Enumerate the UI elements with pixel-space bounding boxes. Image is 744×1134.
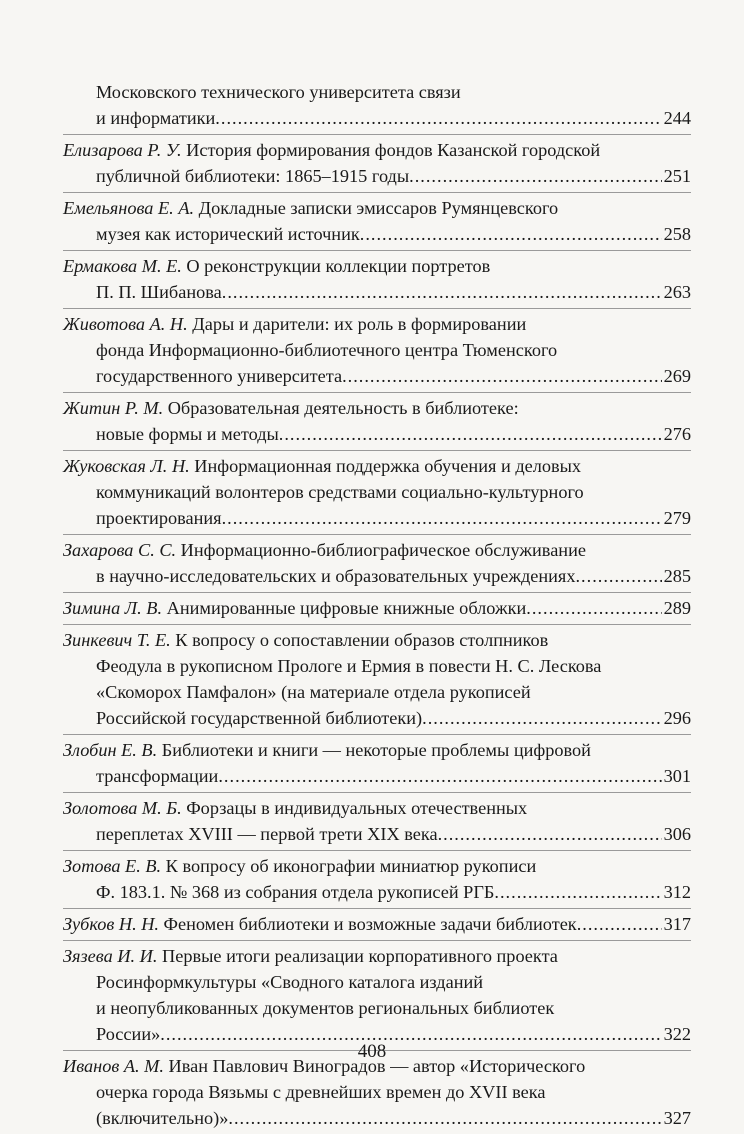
entry-title-line: в научно-исследовательских и образовательных учреждениях: [96, 566, 576, 586]
entry-author: Житин Р. М.: [63, 398, 164, 418]
entry-page-number: 258: [663, 224, 691, 244]
entry-page-number: 276: [663, 424, 691, 444]
entry-page-number: 312: [663, 882, 691, 902]
dot-leader: [215, 105, 661, 131]
entry-author: Ермакова М. Е.: [63, 256, 182, 276]
entry-title-line: музея как исторический источник: [96, 224, 360, 244]
entry-title-line: Феодула в рукописном Прологе и Ермия в повести Н. С. Лескова: [96, 656, 602, 676]
entry-author: Золотова М. Б.: [63, 798, 182, 818]
entry-title-line: очерка города Вязьмы с древнейших времен до XVII века: [96, 1082, 546, 1102]
entry-author: Зязева И. И.: [63, 946, 158, 966]
dot-leader: [218, 763, 661, 789]
toc-entry: [63, 735, 691, 793]
entry-title-line: Информационно-библиографическое обслуживание: [176, 540, 586, 560]
toc-entry: [63, 625, 691, 735]
toc-entry: [63, 309, 691, 393]
entry-title-line: (включительно)»: [96, 1108, 229, 1128]
entry-title-line: государственного университета: [96, 366, 343, 386]
dot-leader: [577, 911, 662, 937]
entry-author: Зотова Е. В.: [63, 856, 162, 876]
dot-leader: [409, 163, 661, 189]
dot-leader: [279, 421, 662, 447]
entry-title-line: Московского технического университета связи: [96, 82, 461, 102]
dot-leader: [422, 705, 661, 731]
entry-title-line: России»: [96, 1024, 161, 1044]
entry-title-line: и информатики: [96, 108, 216, 128]
entry-page-number: 306: [663, 824, 691, 844]
dot-leader: [342, 363, 662, 389]
entry-page-number: 301: [663, 766, 691, 786]
entry-title-line: Иван Павлович Виноградов — автор «Исторического: [163, 1056, 586, 1076]
toc-entry: [63, 535, 691, 593]
entry-title-line: История формирования фондов Казанской городской: [181, 140, 601, 160]
entry-title-line: Ф. 183.1. № 368 из собрания отдела рукописей РГБ: [96, 882, 495, 902]
entry-title-line: фонда Информационно-библиотечного центра Тюменского: [96, 340, 558, 360]
entry-page-number: 285: [663, 566, 691, 586]
entry-title-line: публичной библиотеки: 1865–1915 годы: [96, 166, 410, 186]
entry-title-line: Дары и дарители: их роль в формировании: [187, 314, 527, 334]
dot-leader: [360, 221, 662, 247]
entry-author: Иванов А. М.: [63, 1056, 164, 1076]
toc-entry: [63, 79, 691, 135]
toc-entry: [63, 851, 691, 909]
table-of-contents: [63, 79, 691, 1134]
entry-author: Злобин Е. В.: [63, 740, 158, 760]
entry-title-line: Анимированные цифровые книжные обложки: [162, 598, 527, 618]
entry-author: Захарова С. С.: [63, 540, 177, 560]
entry-page-number: 322: [663, 1024, 691, 1044]
dot-leader: [526, 595, 661, 621]
toc-entry: [63, 451, 691, 535]
dot-leader: [222, 505, 662, 531]
toc-entry: [63, 909, 691, 941]
entry-title-line: О реконструкции коллекции портретов: [181, 256, 491, 276]
entry-page-number: 279: [663, 508, 691, 528]
entry-page-number: 269: [663, 366, 691, 386]
entry-title-line: проектирования: [96, 508, 222, 528]
entry-title-line: Образовательная деятельность в библиотеке:: [163, 398, 519, 418]
entry-title-line: Информационная поддержка обучения и деловых: [189, 456, 582, 476]
entry-title-line: коммуникаций волонтеров средствами социально-культурного: [96, 482, 584, 502]
dot-leader: [494, 879, 661, 905]
entry-author: Животова А. Н.: [63, 314, 188, 334]
toc-entry: [63, 251, 691, 309]
entry-title-line: переплетах XVIII — первой трети XIX века: [96, 824, 438, 844]
dot-leader: [222, 279, 662, 305]
entry-title-line: Докладные записки эмиссаров Румянцевского: [194, 198, 559, 218]
entry-title-line: Первые итоги реализации корпоративного проекта: [157, 946, 558, 966]
entry-title-line: П. П. Шибанова: [96, 282, 222, 302]
dot-leader: [438, 821, 662, 847]
dot-leader: [228, 1105, 661, 1131]
entry-page-number: 289: [663, 598, 691, 618]
entry-title-line: и неопубликованных документов региональных библиотек: [96, 998, 555, 1018]
entry-author: Зимина Л. В.: [63, 598, 163, 618]
entry-title-line: Росинформкультуры «Сводного каталога изданий: [96, 972, 484, 992]
page-number: 408: [357, 1041, 387, 1062]
toc-entry: [63, 393, 691, 451]
toc-entry: [63, 193, 691, 251]
entry-title-line: Российской государственной библиотеки): [96, 708, 423, 728]
entry-title-line: Библиотеки и книги — некоторые проблемы цифровой: [157, 740, 591, 760]
entry-author: Жуковская Л. Н.: [63, 456, 190, 476]
entry-author: Зинкевич Т. Е.: [63, 630, 171, 650]
entry-title-line: Феномен библиотеки и возможные задачи библиотек: [158, 914, 577, 934]
entry-author: Елизарова Р. У.: [63, 140, 182, 160]
dot-leader: [575, 563, 661, 589]
toc-entry: [63, 593, 691, 625]
entry-title-line: Форзацы в индивидуальных отечественных: [181, 798, 528, 818]
entry-page-number: 263: [663, 282, 691, 302]
toc-entry: [63, 793, 691, 851]
toc-entry: [63, 135, 691, 193]
entry-page-number: 327: [663, 1108, 691, 1128]
entry-title-line: К вопросу об иконографии миниатюр рукописи: [161, 856, 537, 876]
entry-title-line: «Скоморох Памфалон» (на материале отдела рукописей: [96, 682, 531, 702]
entry-page-number: 296: [663, 708, 691, 728]
entry-author: Зубков Н. Н.: [63, 914, 159, 934]
entry-title-line: трансформации: [96, 766, 219, 786]
entry-title-line: новые формы и методы: [96, 424, 279, 444]
entry-title-line: К вопросу о сопоставлении образов столпников: [170, 630, 549, 650]
toc-entry: [63, 941, 691, 1051]
entry-page-number: 317: [663, 914, 691, 934]
entry-author: Емельянова Е. А.: [63, 198, 195, 218]
entry-page-number: 251: [663, 166, 691, 186]
entry-page-number: 244: [663, 108, 691, 128]
